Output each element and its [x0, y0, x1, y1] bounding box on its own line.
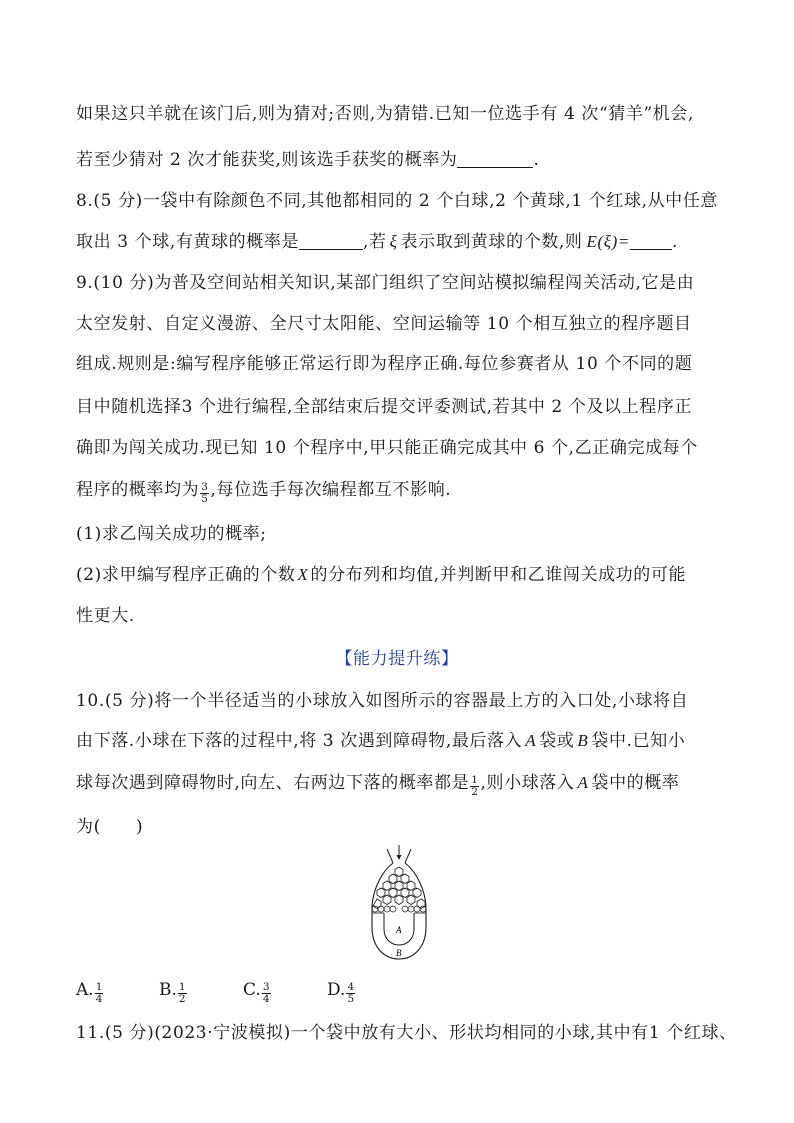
- option-d-fraction: [346, 982, 355, 1005]
- q8-text-c: 表示取到黄球的个数,则: [400, 232, 583, 252]
- q10-fraction-half: [470, 775, 479, 798]
- q9-line-6: [76, 478, 451, 505]
- q9-fraction-denominator: 5: [201, 493, 209, 505]
- q8-line-1: 8.(5 分)一袋中有除颜色不同,其他都相同的 2 个白球,2 个黄球,1 个红球,从中任意: [76, 191, 718, 211]
- option-d-label: D.: [327, 980, 346, 1000]
- option-a-denominator: 4: [95, 993, 103, 1005]
- q10-bag-a-2: A: [577, 773, 589, 792]
- q7-line-2: [76, 148, 539, 172]
- q10-bag-b: B: [577, 731, 589, 750]
- q10-text-d: 球每次遇到障碍物时,向左、右两边下落的概率都是: [76, 773, 470, 793]
- option-c-numerator: 3: [262, 981, 270, 993]
- q9-sub-1: (1)求乙闯关成功的概率;: [76, 524, 267, 544]
- q7-text: 若至少猜对 2 次才能获奖,则该选手获奖的概率为: [76, 150, 458, 170]
- funnel-right: [405, 849, 411, 863]
- option-a-fraction: [95, 982, 104, 1005]
- option-a[interactable]: [76, 978, 104, 1005]
- q8-expectation: E(ξ)=: [586, 232, 631, 251]
- q8-blank-2: [630, 231, 672, 250]
- bag-a-label: A: [396, 925, 402, 935]
- option-c[interactable]: [243, 978, 272, 1005]
- funnel-left: [387, 849, 393, 863]
- option-d[interactable]: [327, 978, 356, 1005]
- option-c-label: C.: [243, 980, 261, 1000]
- q10-line-3: [76, 771, 679, 798]
- option-c-denominator: 4: [262, 993, 270, 1005]
- bag-b-label: B: [396, 948, 402, 958]
- q10-text-b: 袋或: [539, 731, 575, 751]
- option-b-label: B.: [159, 980, 177, 1000]
- q9-line-2: 太空发射、自定义漫游、全尺寸太阳能、空间运输等 10 个相互独立的程序题目: [76, 314, 692, 334]
- option-b-numerator: 1: [178, 981, 186, 993]
- option-b-denominator: 2: [178, 993, 186, 1005]
- option-d-numerator: 4: [347, 981, 355, 993]
- q8-text-b: ,若: [363, 232, 387, 252]
- option-b[interactable]: [159, 978, 188, 1005]
- q8-text-a: 取出 3 个球,有黄球的概率是: [76, 232, 300, 252]
- section-title: 【能力提升练】: [335, 649, 459, 669]
- q9-line-5: 确即为闯关成功.现已知 10 个程序中,甲只能正确完成其中 6 个,乙正确完成每个: [76, 438, 698, 458]
- q10-line-2: [76, 729, 685, 753]
- q9-fraction: [200, 482, 209, 505]
- q10-line-1: 10.(5 分)将一个半径适当的小球放入如图所示的容器最上方的入口处,小球将自: [76, 691, 689, 711]
- q10-half-numerator: 1: [471, 774, 479, 786]
- q9-text-a: 程序的概率均为: [76, 480, 200, 500]
- q8-end: .: [672, 232, 679, 252]
- q8-line-2: [76, 230, 678, 254]
- q10-half-denominator: 2: [471, 786, 479, 798]
- option-c-fraction: [262, 982, 271, 1005]
- q9-fraction-numerator: 3: [201, 481, 209, 493]
- drop-arrow-head: [397, 855, 402, 860]
- q7-end: .: [533, 150, 540, 170]
- q9-sub2-a: (2)求甲编写程序正确的个数: [76, 565, 296, 585]
- q9-sub-2: [76, 563, 686, 587]
- option-d-denominator: 5: [347, 993, 355, 1005]
- q11-line-1: 11.(5 分)(2023·宁波模拟)一个袋中放有大小、形状均相同的小球,其中有1 个红球、: [76, 1023, 737, 1043]
- q7-line-1: 如果这只羊就在该门后,则为猜对;否则,为猜错.已知一位选手有 4 次“猜羊”机会,: [76, 104, 694, 124]
- q10-text-f: 袋中的概率: [591, 773, 680, 793]
- option-a-numerator: 1: [95, 981, 103, 993]
- q9-sub-2-cont: 性更大.: [76, 606, 135, 626]
- q8-blank-1: [299, 231, 363, 250]
- option-b-fraction: [178, 982, 187, 1005]
- q9-sub2-b: 的分布列和均值,并判断甲和乙谁闯关成功的可能: [310, 565, 687, 585]
- option-a-label: A.: [76, 980, 94, 1000]
- q9-line-3: 组成.规则是:编写程序能够正常运行即为程序正确.每位参赛者从 10 个不同的题: [76, 354, 693, 374]
- q10-text-c: 袋中.已知小: [591, 731, 686, 751]
- q10-bag-a: A: [525, 731, 537, 750]
- q7-answer-blank: [457, 149, 533, 168]
- q10-line-4: 为( ): [76, 817, 144, 837]
- q9-variable-x: X: [297, 565, 309, 584]
- galton-container-figure: [360, 843, 440, 963]
- q8-xi: ξ: [389, 232, 398, 251]
- q10-text-e: ,则小球落入: [480, 773, 575, 793]
- obstacle-grid: [373, 867, 425, 909]
- q9-line-4: 目中随机选择3 个进行编程,全部结束后提交评委测试,若其中 2 个及以上程序正: [76, 397, 693, 417]
- q9-text-b: ,每位选手每次编程都互不影响.: [210, 480, 452, 500]
- q10-text-a: 由下落.小球在下落的过程中,将 3 次遇到障碍物,最后落入: [76, 731, 523, 751]
- q9-line-1: 9.(10 分)为普及空间站相关知识,某部门组织了空间站模拟编程闯关活动,它是由: [76, 273, 695, 293]
